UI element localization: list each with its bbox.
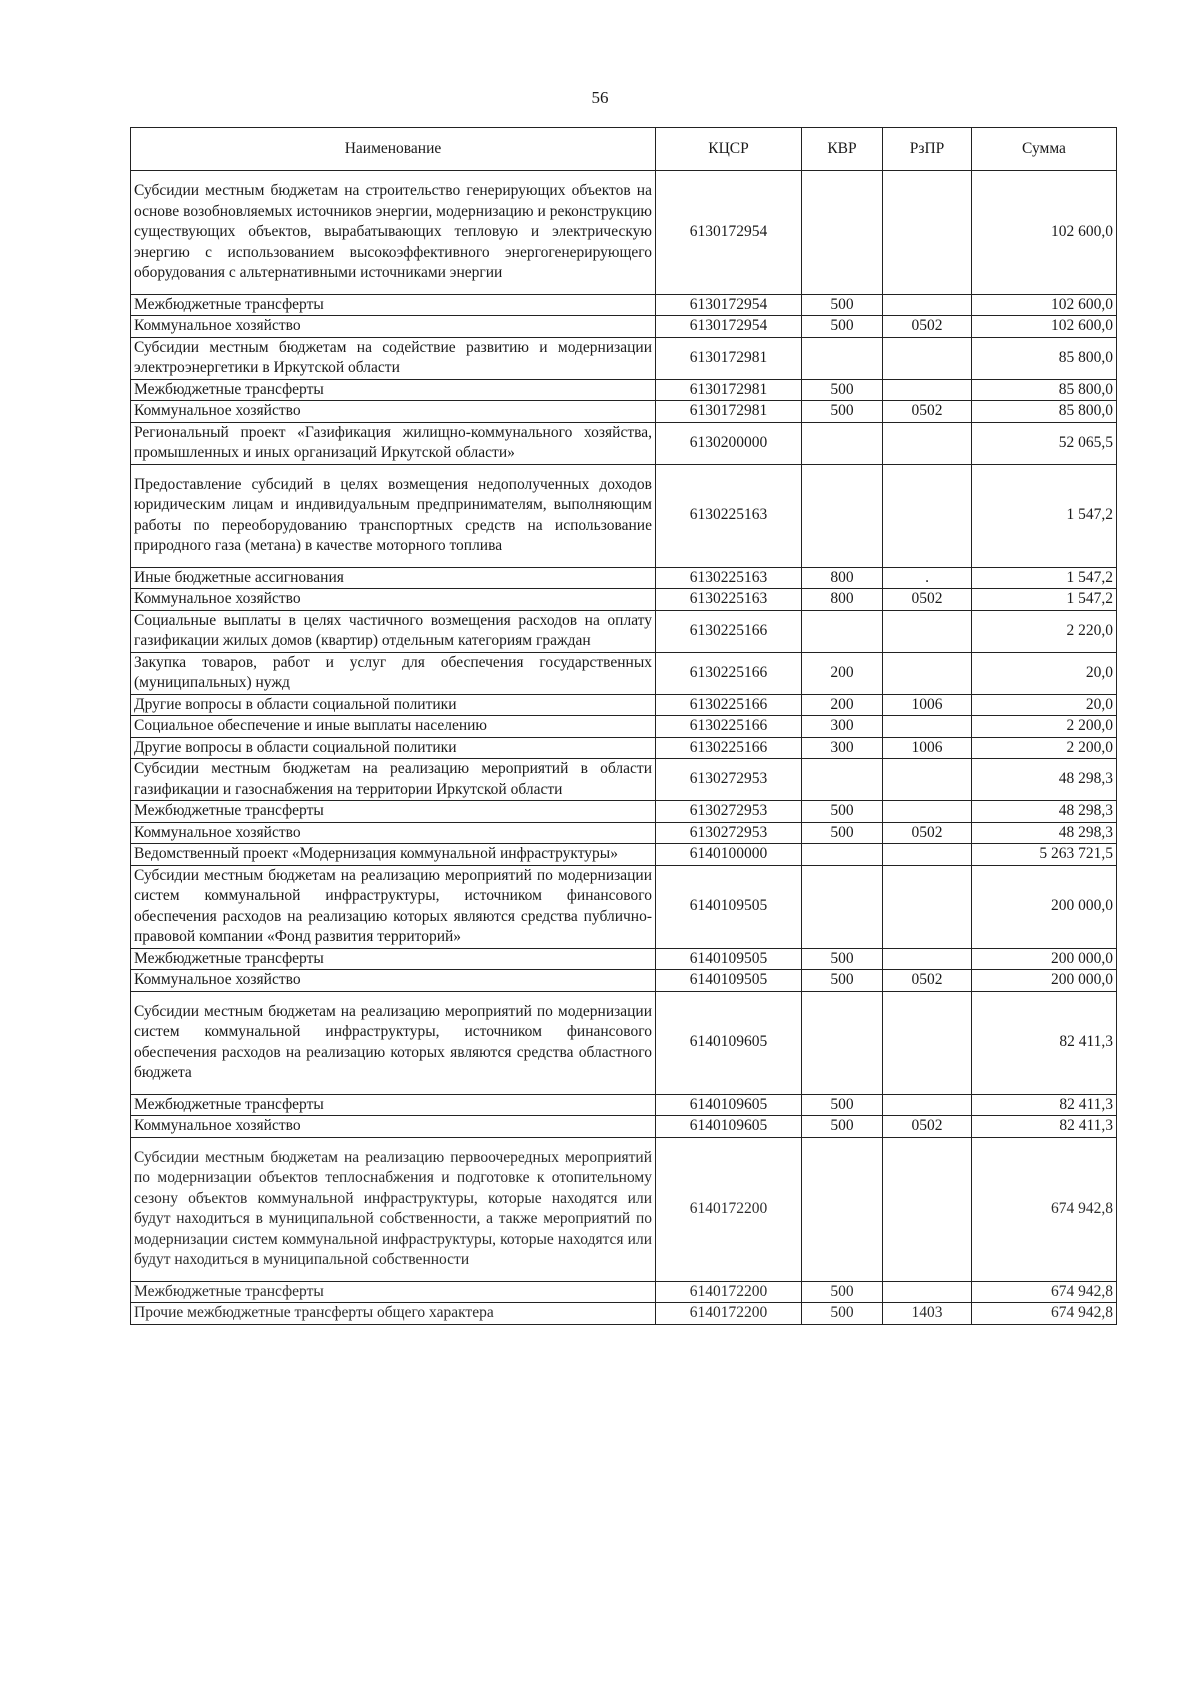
row-name: Межбюджетные трансферты bbox=[131, 294, 656, 316]
row-kcsr: 6130225166 bbox=[656, 694, 802, 716]
row-name: Межбюджетные трансферты bbox=[131, 1094, 656, 1116]
row-rzpr bbox=[883, 844, 972, 866]
row-name: Иные бюджетные ассигнования bbox=[131, 567, 656, 589]
row-rzpr bbox=[883, 1281, 972, 1303]
table-row bbox=[131, 1303, 1117, 1325]
row-kcsr: 6130172981 bbox=[656, 379, 802, 401]
row-kcsr: 6130225166 bbox=[656, 716, 802, 738]
row-kvr: 500 bbox=[802, 1303, 883, 1325]
table-row bbox=[131, 716, 1117, 738]
row-kcsr: 6130272953 bbox=[656, 759, 802, 801]
row-name: Другие вопросы в области социальной политики bbox=[131, 694, 656, 716]
row-kvr bbox=[802, 610, 883, 652]
page-number: 56 bbox=[591, 88, 609, 107]
table-row bbox=[131, 610, 1117, 652]
row-name: Социальные выплаты в целях частичного возмещения расходов на оплату газификации жилых домов (квартир) отдельным категориям граждан bbox=[131, 610, 656, 652]
row-rzpr bbox=[883, 1094, 972, 1116]
row-kcsr: 6130172981 bbox=[656, 337, 802, 379]
table-row bbox=[131, 401, 1117, 423]
row-sum: 2 220,0 bbox=[972, 610, 1117, 652]
row-rzpr: 1403 bbox=[883, 1303, 972, 1325]
row-kvr: 500 bbox=[802, 1094, 883, 1116]
table-row bbox=[131, 822, 1117, 844]
row-rzpr: 1006 bbox=[883, 737, 972, 759]
row-sum: 200 000,0 bbox=[972, 970, 1117, 992]
row-sum: 200 000,0 bbox=[972, 948, 1117, 970]
row-kcsr: 6130172954 bbox=[656, 294, 802, 316]
row-kcsr: 6140100000 bbox=[656, 844, 802, 866]
row-sum: 102 600,0 bbox=[972, 316, 1117, 338]
table-body bbox=[131, 171, 1117, 1325]
row-name: Коммунальное хозяйство bbox=[131, 589, 656, 611]
row-kvr: 500 bbox=[802, 822, 883, 844]
row-name: Субсидии местным бюджетам на содействие развитию и модернизации электроэнергетики в Иркутской области bbox=[131, 337, 656, 379]
row-sum: 48 298,3 bbox=[972, 759, 1117, 801]
row-sum: 1 547,2 bbox=[972, 567, 1117, 589]
table-row bbox=[131, 422, 1117, 464]
row-kvr: 500 bbox=[802, 970, 883, 992]
row-kcsr: 6130172954 bbox=[656, 316, 802, 338]
row-sum: 1 547,2 bbox=[972, 589, 1117, 611]
row-kvr bbox=[802, 422, 883, 464]
row-sum: 82 411,3 bbox=[972, 1116, 1117, 1138]
row-kvr bbox=[802, 991, 883, 1094]
row-kcsr: 6130200000 bbox=[656, 422, 802, 464]
table-row bbox=[131, 171, 1117, 295]
row-kvr bbox=[802, 171, 883, 295]
table-row bbox=[131, 316, 1117, 338]
row-name: Субсидии местным бюджетам на строительство генерирующих объектов на основе возобновляемых источников энергии, модернизацию и реконструкцию существующих объектов, вырабатывающих тепловую и электрическую энергию с использованием высокоэффективного энергогенерирующего оборудования с альтернативными источниками энергии bbox=[131, 171, 656, 295]
row-kcsr: 6140172200 bbox=[656, 1281, 802, 1303]
header-rzpr: РзПР bbox=[883, 128, 972, 171]
table-row bbox=[131, 737, 1117, 759]
table-row bbox=[131, 589, 1117, 611]
header-row bbox=[131, 128, 1117, 171]
row-kvr: 500 bbox=[802, 401, 883, 423]
row-kcsr: 6140109605 bbox=[656, 1116, 802, 1138]
row-sum: 102 600,0 bbox=[972, 171, 1117, 295]
row-kvr: 200 bbox=[802, 694, 883, 716]
row-rzpr bbox=[883, 379, 972, 401]
table-row bbox=[131, 464, 1117, 567]
row-kcsr: 6140109605 bbox=[656, 991, 802, 1094]
row-kcsr: 6130225166 bbox=[656, 652, 802, 694]
row-name: Прочие межбюджетные трансферты общего характера bbox=[131, 1303, 656, 1325]
row-kvr: 200 bbox=[802, 652, 883, 694]
row-name: Субсидии местным бюджетам на реализацию мероприятий по модернизации систем коммунальной инфраструктуры, источником финансового обеспечения расходов на реализацию которых являются средства областного бюджета bbox=[131, 991, 656, 1094]
row-sum: 52 065,5 bbox=[972, 422, 1117, 464]
row-kvr: 500 bbox=[802, 294, 883, 316]
row-name: Межбюджетные трансферты bbox=[131, 948, 656, 970]
row-rzpr bbox=[883, 948, 972, 970]
table-row bbox=[131, 759, 1117, 801]
row-sum: 20,0 bbox=[972, 652, 1117, 694]
row-sum: 674 942,8 bbox=[972, 1281, 1117, 1303]
row-name: Субсидии местным бюджетам на реализацию мероприятий по модернизации систем коммунальной инфраструктуры, источником финансового обеспечения расходов на реализацию которых являются средства публично-правовой компании «Фонд развития территорий» bbox=[131, 865, 656, 948]
header-kvr: КВР bbox=[802, 128, 883, 171]
row-name: Социальное обеспечение и иные выплаты населению bbox=[131, 716, 656, 738]
row-sum: 102 600,0 bbox=[972, 294, 1117, 316]
row-kvr bbox=[802, 865, 883, 948]
row-rzpr bbox=[883, 759, 972, 801]
row-rzpr bbox=[883, 464, 972, 567]
row-kcsr: 6140109505 bbox=[656, 948, 802, 970]
table-row bbox=[131, 948, 1117, 970]
row-kcsr: 6130172981 bbox=[656, 401, 802, 423]
row-sum: 48 298,3 bbox=[972, 801, 1117, 823]
row-name: Коммунальное хозяйство bbox=[131, 822, 656, 844]
row-rzpr: 0502 bbox=[883, 1116, 972, 1138]
row-name: Коммунальное хозяйство bbox=[131, 401, 656, 423]
row-sum: 85 800,0 bbox=[972, 401, 1117, 423]
row-kvr: 500 bbox=[802, 379, 883, 401]
row-rzpr: 1006 bbox=[883, 694, 972, 716]
row-name: Коммунальное хозяйство bbox=[131, 316, 656, 338]
row-kvr bbox=[802, 337, 883, 379]
header-kcsr: КЦСР bbox=[656, 128, 802, 171]
row-kvr: 800 bbox=[802, 567, 883, 589]
row-rzpr: 0502 bbox=[883, 970, 972, 992]
row-name: Предоставление субсидий в целях возмещения недополученных доходов юридическим лицам и индивидуальным предпринимателям, выполняющим работы по переоборудованию транспортных средств на использование природного газа (метана) в качестве моторного топлива bbox=[131, 464, 656, 567]
row-kcsr: 6130225163 bbox=[656, 589, 802, 611]
row-rzpr: 0502 bbox=[883, 316, 972, 338]
table-row bbox=[131, 991, 1117, 1094]
row-name: Межбюджетные трансферты bbox=[131, 1281, 656, 1303]
row-kvr: 500 bbox=[802, 1281, 883, 1303]
row-sum: 1 547,2 bbox=[972, 464, 1117, 567]
row-name: Региональный проект «Газификация жилищно-коммунального хозяйства, промышленных и иных организаций Иркутской области» bbox=[131, 422, 656, 464]
row-rzpr bbox=[883, 294, 972, 316]
table-row bbox=[131, 652, 1117, 694]
table-row bbox=[131, 1094, 1117, 1116]
header-name: Наименование bbox=[131, 128, 656, 171]
row-rzpr: 0502 bbox=[883, 401, 972, 423]
row-rzpr bbox=[883, 1137, 972, 1281]
budget-table bbox=[130, 127, 1117, 1325]
row-kcsr: 6130225166 bbox=[656, 610, 802, 652]
row-kvr: 300 bbox=[802, 737, 883, 759]
table-header bbox=[131, 128, 1117, 171]
table-row bbox=[131, 694, 1117, 716]
row-kvr bbox=[802, 1137, 883, 1281]
row-kvr bbox=[802, 464, 883, 567]
row-sum: 48 298,3 bbox=[972, 822, 1117, 844]
row-sum: 82 411,3 bbox=[972, 991, 1117, 1094]
row-kcsr: 6130172954 bbox=[656, 171, 802, 295]
table-row bbox=[131, 865, 1117, 948]
table-row bbox=[131, 379, 1117, 401]
table-row bbox=[131, 1116, 1117, 1138]
row-sum: 200 000,0 bbox=[972, 865, 1117, 948]
row-kcsr: 6130225163 bbox=[656, 464, 802, 567]
row-rzpr bbox=[883, 171, 972, 295]
table-row bbox=[131, 1281, 1117, 1303]
row-rzpr bbox=[883, 337, 972, 379]
row-name: Межбюджетные трансферты bbox=[131, 379, 656, 401]
row-kvr bbox=[802, 844, 883, 866]
row-kcsr: 6130272953 bbox=[656, 822, 802, 844]
row-name: Межбюджетные трансферты bbox=[131, 801, 656, 823]
row-rzpr bbox=[883, 610, 972, 652]
row-sum: 674 942,8 bbox=[972, 1303, 1117, 1325]
row-rzpr: 0502 bbox=[883, 589, 972, 611]
row-kcsr: 6140172200 bbox=[656, 1303, 802, 1325]
table-row bbox=[131, 1137, 1117, 1281]
table-row bbox=[131, 844, 1117, 866]
row-kvr: 500 bbox=[802, 948, 883, 970]
row-kvr: 800 bbox=[802, 589, 883, 611]
row-name: Субсидии местным бюджетам на реализацию первоочередных мероприятий по модернизации объектов теплоснабжения и подготовке к отопительному сезону объектов коммунальной инфраструктуры, которые находятся или будут находиться в муниципальной собственности, а также мероприятий по модернизации систем коммунальной инфраструктуры, которые находятся или будут находиться в муниципальной собственности bbox=[131, 1137, 656, 1281]
row-name: Другие вопросы в области социальной политики bbox=[131, 737, 656, 759]
table-row bbox=[131, 294, 1117, 316]
row-kvr: 300 bbox=[802, 716, 883, 738]
row-kcsr: 6140109505 bbox=[656, 970, 802, 992]
row-kcsr: 6140109505 bbox=[656, 865, 802, 948]
row-name: Коммунальное хозяйство bbox=[131, 970, 656, 992]
row-rzpr bbox=[883, 716, 972, 738]
row-rzpr bbox=[883, 991, 972, 1094]
row-kcsr: 6130272953 bbox=[656, 801, 802, 823]
row-name: Ведомственный проект «Модернизация коммунальной инфраструктуры» bbox=[131, 844, 656, 866]
row-rzpr: 0502 bbox=[883, 822, 972, 844]
row-kcsr: 6130225163 bbox=[656, 567, 802, 589]
row-kvr: 500 bbox=[802, 316, 883, 338]
row-rzpr bbox=[883, 801, 972, 823]
row-sum: 85 800,0 bbox=[972, 379, 1117, 401]
row-sum: 2 200,0 bbox=[972, 737, 1117, 759]
row-kvr: 500 bbox=[802, 1116, 883, 1138]
table-row bbox=[131, 337, 1117, 379]
row-kcsr: 6130225166 bbox=[656, 737, 802, 759]
row-sum: 85 800,0 bbox=[972, 337, 1117, 379]
row-name: Субсидии местным бюджетам на реализацию мероприятий в области газификации и газоснабжения на территории Иркутской области bbox=[131, 759, 656, 801]
row-sum: 82 411,3 bbox=[972, 1094, 1117, 1116]
row-name: Коммунальное хозяйство bbox=[131, 1116, 656, 1138]
row-rzpr bbox=[883, 422, 972, 464]
row-sum: 5 263 721,5 bbox=[972, 844, 1117, 866]
row-name: Закупка товаров, работ и услуг для обеспечения государственных (муниципальных) нужд bbox=[131, 652, 656, 694]
row-rzpr bbox=[883, 865, 972, 948]
row-sum: 20,0 bbox=[972, 694, 1117, 716]
row-sum: 2 200,0 bbox=[972, 716, 1117, 738]
header-sum: Сумма bbox=[972, 128, 1117, 171]
row-rzpr: . bbox=[883, 567, 972, 589]
table-row bbox=[131, 567, 1117, 589]
table-row bbox=[131, 970, 1117, 992]
row-kvr bbox=[802, 759, 883, 801]
row-sum: 674 942,8 bbox=[972, 1137, 1117, 1281]
table-row bbox=[131, 801, 1117, 823]
row-kcsr: 6140172200 bbox=[656, 1137, 802, 1281]
row-rzpr bbox=[883, 652, 972, 694]
row-kvr: 500 bbox=[802, 801, 883, 823]
row-kcsr: 6140109605 bbox=[656, 1094, 802, 1116]
